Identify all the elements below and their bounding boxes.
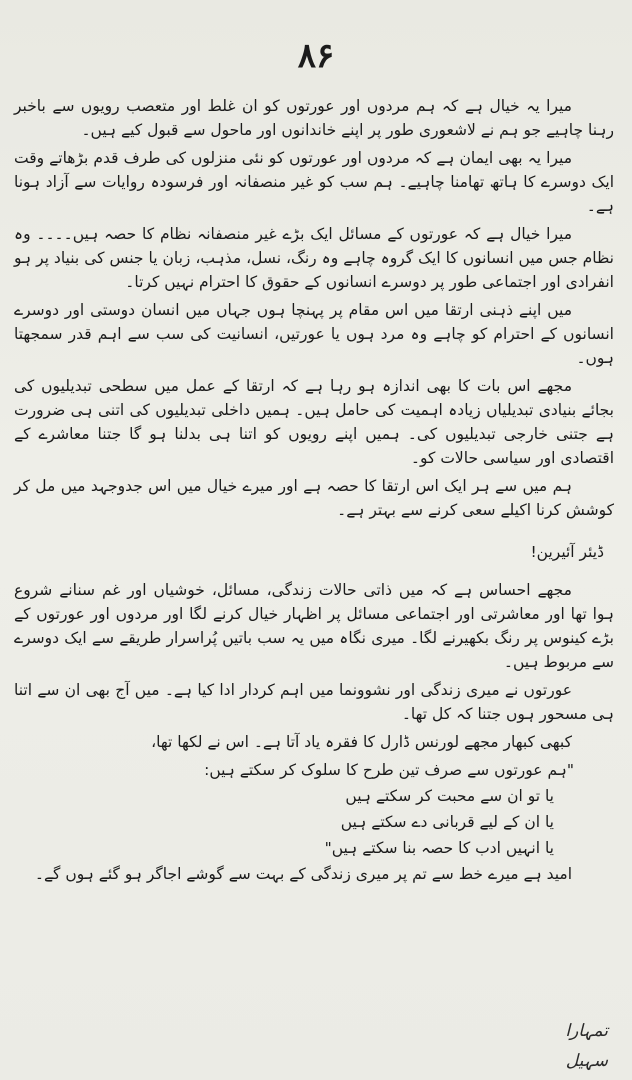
quote-line-2: یا تو ان سے محبت کر سکتے ہیں (345, 787, 554, 805)
signoff-line-1: تمہارا (565, 1021, 608, 1041)
page-number: ۸۶ (297, 36, 335, 76)
quote-line-4: یا انہیں ادب کا حصہ بنا سکتے ہیں" (324, 839, 554, 857)
letter-body (14, 94, 614, 890)
paragraph-5: مجھے اس بات کا بھی اندازہ ہو رہا ہے کہ ارتقا کے عمل میں سطحی تبدیلیوں کی بجائے بنیادی تبدیلیاں زیادہ اہمیت کی حامل ہیں۔ ہمیں داخلی تبدیلیوں کی اتنی ہی ضرورت ہے جتنی خارجی تبدیلیوں کی۔ ہمیں اپنے رویوں کو اتنا ہی بدلنا ہو گا جتنا معاشرے کے اقتصادی اور سیاسی حالات کو۔ (14, 377, 614, 467)
signoff-line-2: سہیل (565, 1051, 608, 1071)
paragraph-6: ہم میں سے ہر ایک اس ارتقا کا حصہ ہے اور میرے خیال میں اس جدوجہد میں مل کر کوشش کرنا اکیلے سعی کرنے سے بہتر ہے۔ (14, 477, 614, 519)
signature (488, 1016, 608, 1076)
quote-line-3: یا ان کے لیے قربانی دے سکتے ہیں (340, 813, 554, 831)
paragraph-3: میرا خیال ہے کہ عورتوں کے مسائل ایک بڑے غیر منصفانہ نظام کا حصہ ہیں۔۔۔۔ وہ نظام جس میں انسانوں کا ایک گروہ چاہے وہ رنگ، نسل، مذہب، زبان یا جنس کی بنیاد پر ہو انفرادی اور اجتماعی طور پر دوسرے انسانوں کے حقوق کا احترام نہیں کرتا۔ (14, 225, 614, 291)
letter-paragraph-1: مجھے احساس ہے کہ میں ذاتی حالات زندگی، مسائل، خوشیاں اور غم سنانے شروع ہوا تھا اور معاشرتی اور اجتماعی مسائل پر اظہار خیال کرنے لگا اور مردوں اور عورتوں کے بڑے کینوس پر رنگ بکھیرنے لگا۔ میری نگاہ میں یہ سب باتیں پُراسرار طریقے سے ایک دوسرے سے مربوط ہیں۔ (14, 581, 614, 671)
salutation: ڈیئر آئیرین! (530, 543, 604, 561)
paragraph-1: میرا یہ خیال ہے کہ ہم مردوں اور عورتوں کو ان غلط اور متعصب رویوں سے باخبر رہنا چاہیے جو ہم نے لاشعوری طور پر اپنے خاندانوں اور ماحول سے قبول کیے ہیں۔ (14, 97, 614, 139)
letter-paragraph-3: کبھی کبھار مجھے لورنس ڈارل کا فقرہ یاد آتا ہے۔ اس نے لکھا تھا، (151, 733, 572, 751)
quote-line-1: "ہم عورتوں سے صرف تین طرح کا سلوک کر سکتے ہیں: (204, 761, 574, 779)
paragraph-4: میں اپنے ذہنی ارتقا میں اس مقام پر پہنچا ہوں جہاں میں انسان دوستی اور دوسرے انسانوں کے احترام کو چاہے وہ مرد ہوں یا عورتیں، انسانیت کی سب سے اہم قدر سمجھتا ہوں۔ (14, 301, 614, 367)
letter-paragraph-2: عورتوں نے میری زندگی اور نشوونما میں اہم کردار ادا کیا ہے۔ میں آج بھی ان سے اتنا ہی مسحور ہوں جتنا کہ کل تھا۔ (14, 681, 614, 723)
closing-line: امید ہے میرے خط سے تم پر میری زندگی کے بہت سے گوشے اجاگر ہو گئے ہوں گے۔ (34, 865, 572, 883)
paragraph-2: میرا یہ بھی ایمان ہے کہ مردوں اور عورتوں کو نئی منزلوں کی طرف قدم بڑھاتے وقت ایک دوسرے کا ہاتھ تھامنا چاہیے۔ ہم سب کو غیر منصفانہ اور فرسودہ روایات سے آزاد ہونا ہے۔ (14, 149, 614, 215)
